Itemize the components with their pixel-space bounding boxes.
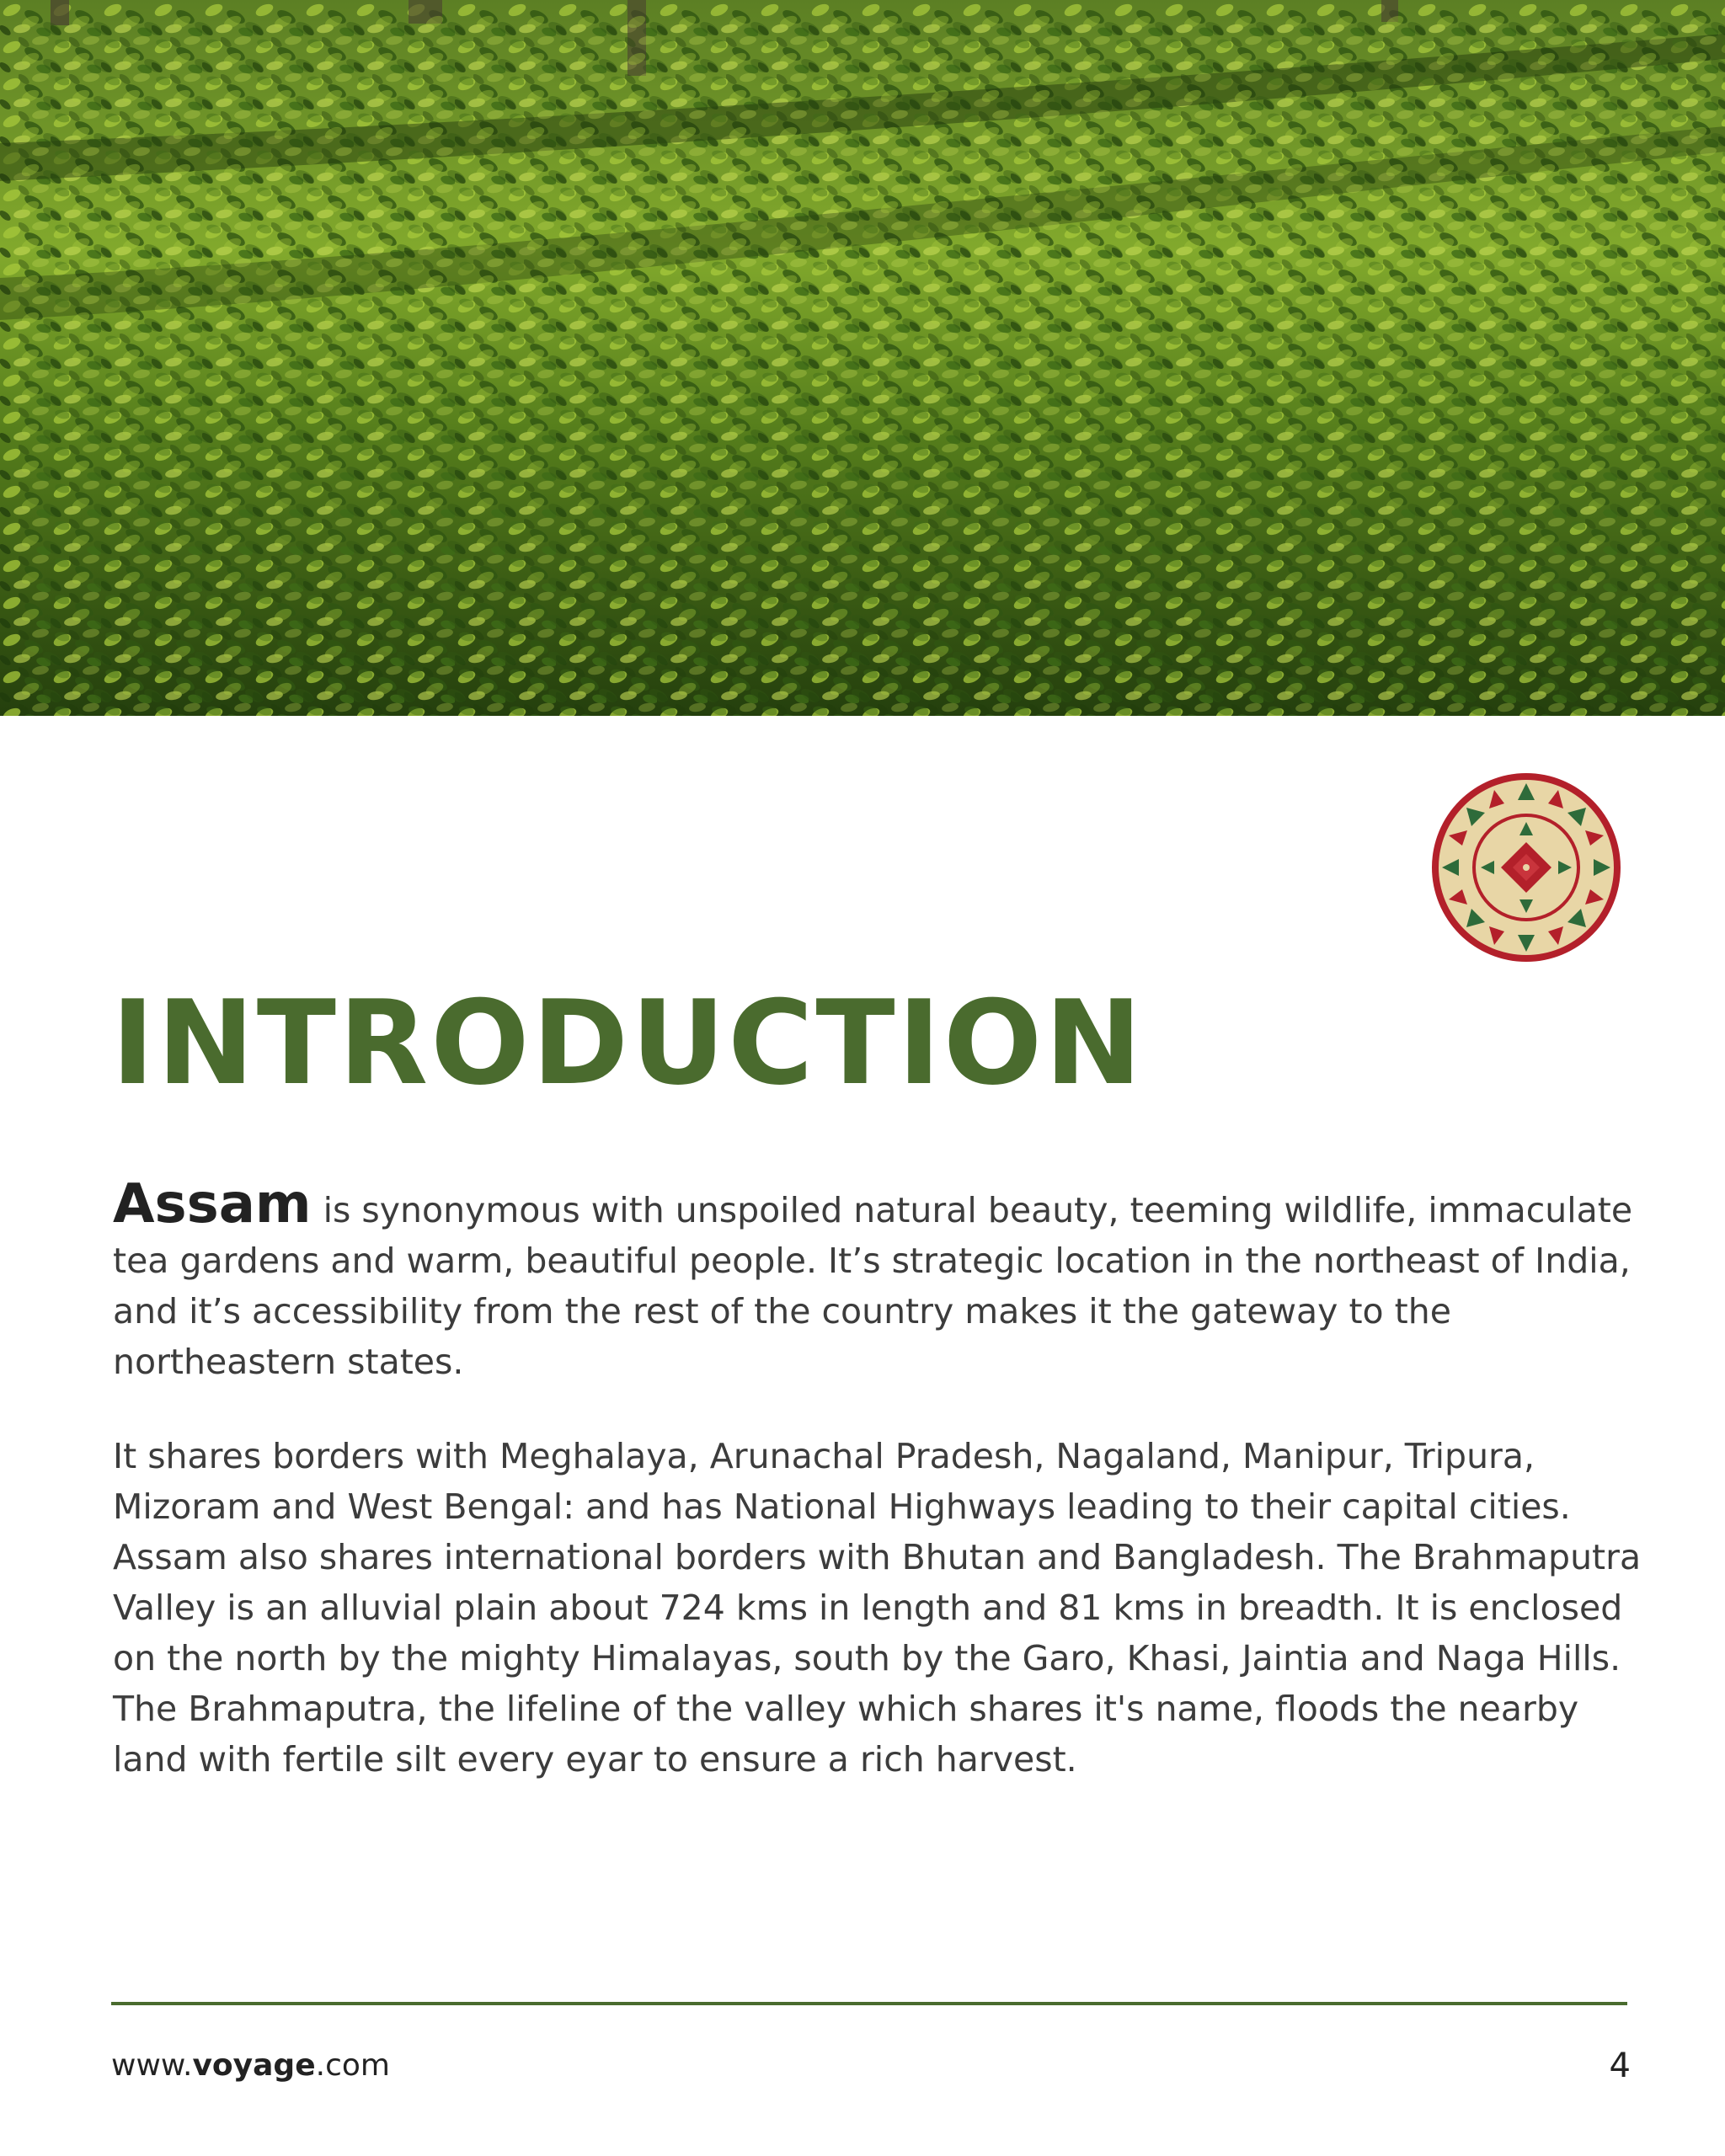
intro-paragraph-2: It shares borders with Meghalaya, Arunachal Pradesh, Nagaland, Manipur, Tripura, Mizoram and West Bengal: and has National Highways leading to their capital cities. Assam also shares international borders with Bhutan and Bangladesh. The Brahmaputra Valley is an alluvial plain about 724 kms in length and 81 kms in breadth. It is enclosed on the north by the mighty Himalayas, south by the Garo, Khasi, Jaintia and Naga Hills. The Brahmaputra, the lifeline of the valley which shares it's name, floods the nearby land with fertile silt every eyar to ensure a rich harvest. bbox=[113, 1436, 1642, 1780]
hero-tea-garden-image bbox=[0, 0, 1725, 716]
url-brand: voyage bbox=[192, 2048, 316, 2083]
page-title: INTRODUCTION bbox=[111, 975, 1145, 1111]
page-number: 4 bbox=[1609, 2047, 1631, 2085]
url-suffix: .com bbox=[315, 2048, 390, 2083]
footer-website-link[interactable] bbox=[111, 2048, 390, 2083]
url-prefix: www. bbox=[111, 2048, 193, 2083]
intro-body bbox=[113, 1173, 1663, 1828]
lead-word: Assam bbox=[113, 1173, 312, 1235]
japi-hat-icon bbox=[1430, 771, 1622, 963]
footer-divider bbox=[111, 2002, 1627, 2005]
intro-paragraph-1 bbox=[113, 1173, 1663, 1387]
intro-paragraph-1-text: is synonymous with unspoiled natural beauty, teeming wildlife, immaculate tea gardens and warm, beautiful people. It’s strategic location in the northeast of India, and it’s accessibility from the rest of the country makes it the gateway to the northeastern states. bbox=[113, 1190, 1633, 1382]
